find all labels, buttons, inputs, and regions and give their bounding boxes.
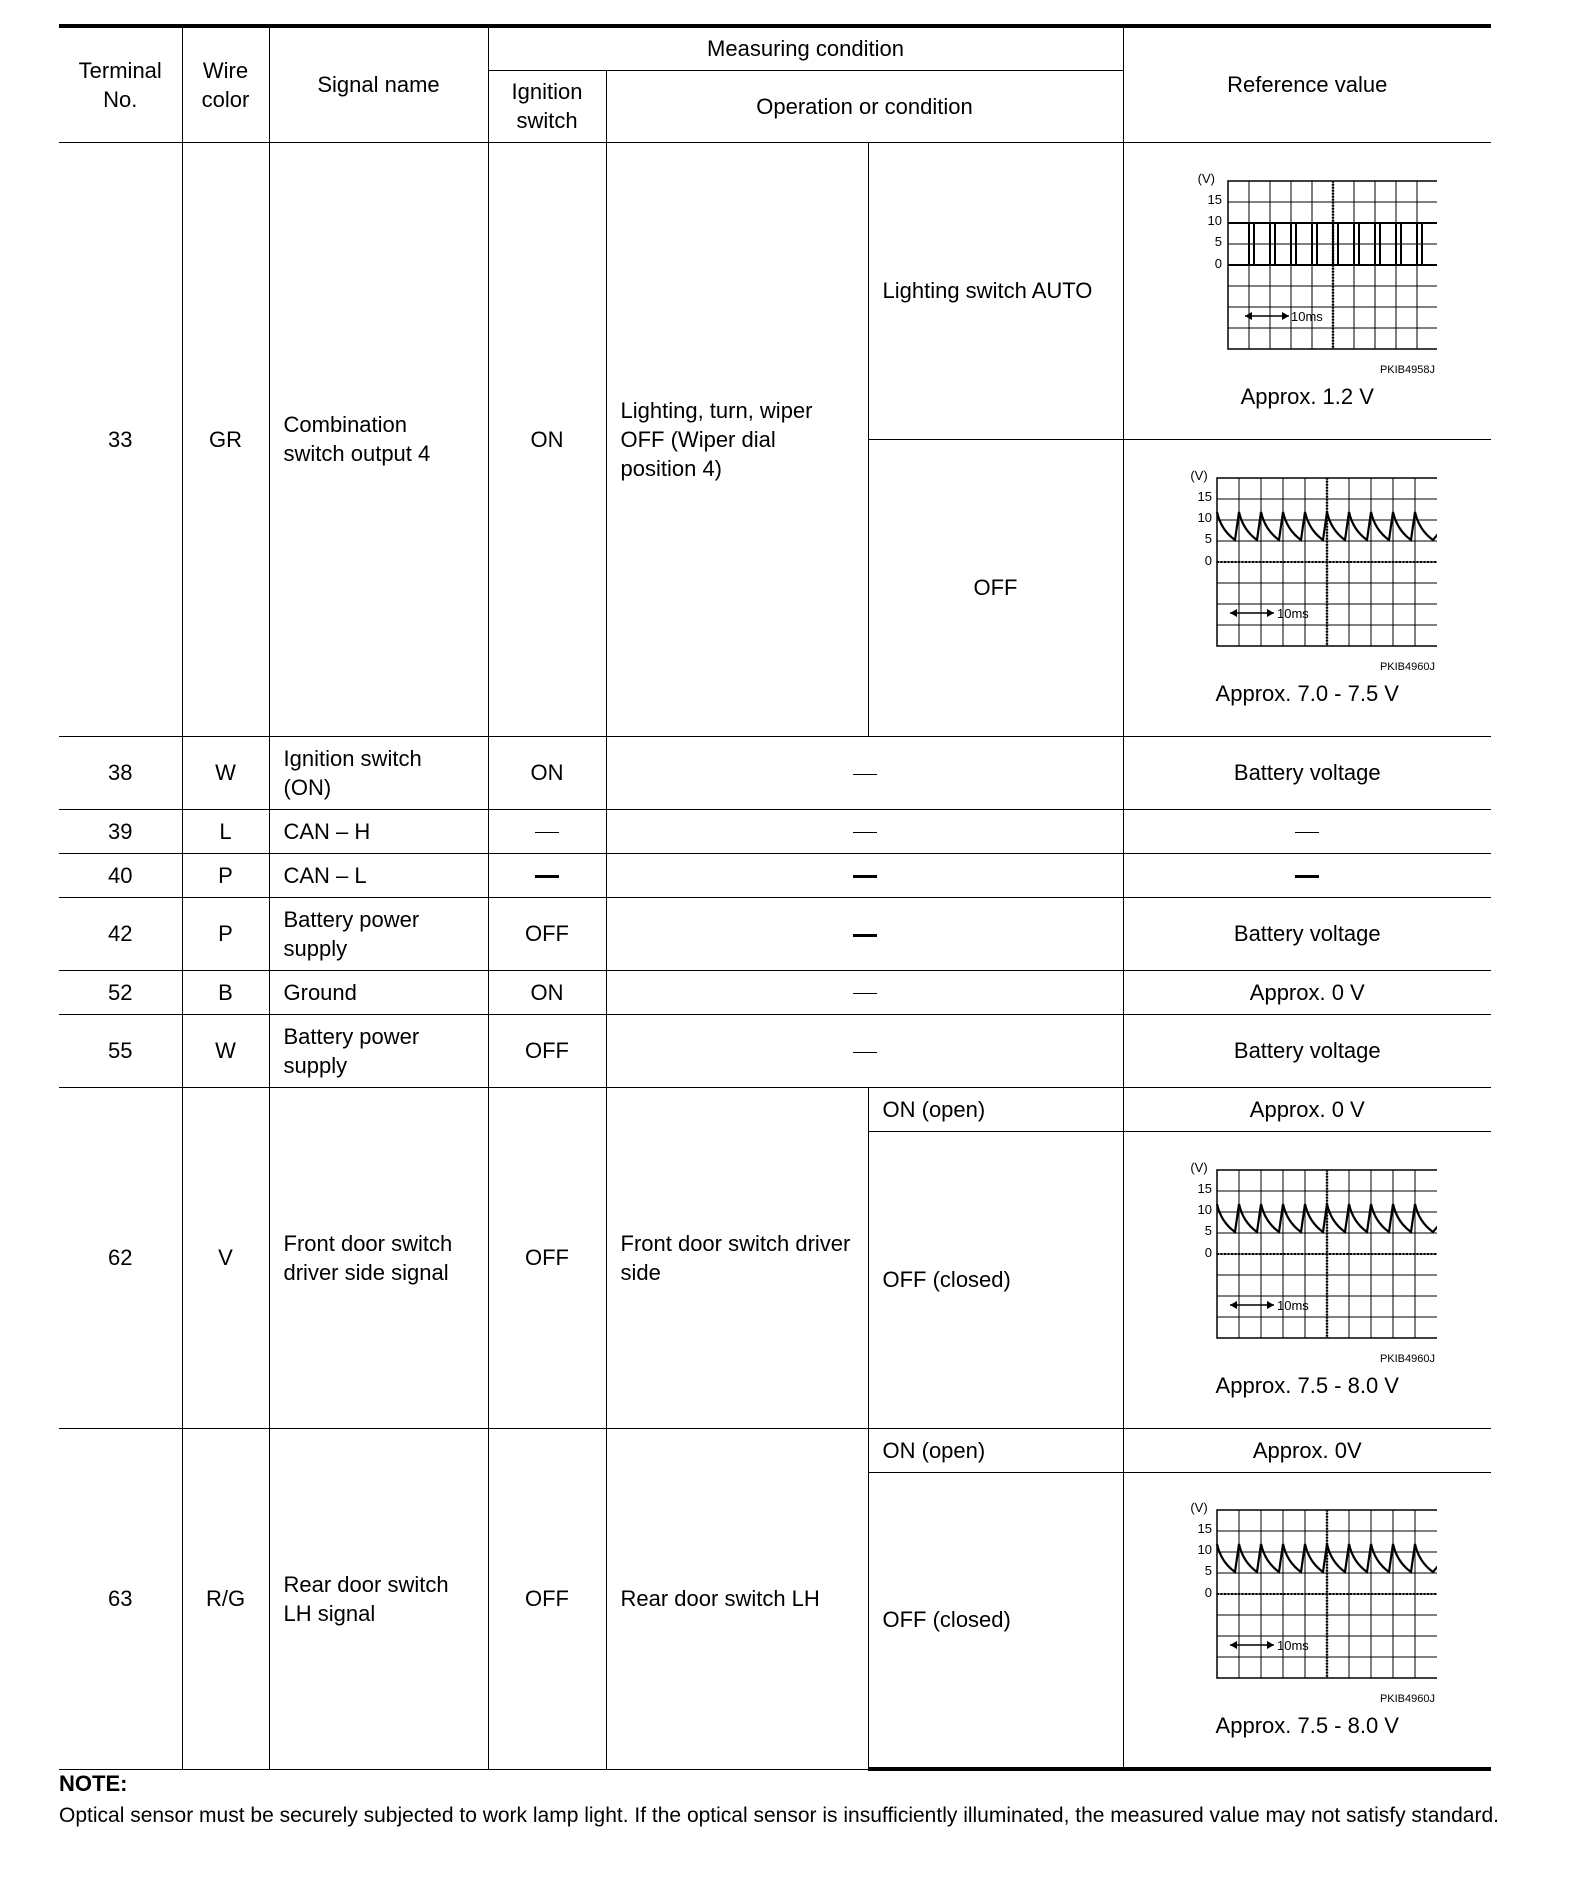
terminal-no: 40 [59,853,182,897]
y-tick: 0 [1215,255,1223,271]
table-row [59,1087,1491,1131]
not-applicable-dash [1295,832,1319,833]
reference-value-cell [1123,1131,1491,1428]
operation-condition [606,853,1123,897]
time-scale-label: 10ms [1277,605,1310,621]
terminal-no: 55 [59,1014,182,1087]
ignition-switch-state [488,853,606,897]
table-row [59,736,1491,809]
waveform-id: PKIB4960J [1380,1692,1436,1705]
wire-color: W [182,1014,269,1087]
y-tick: 15 [1207,191,1223,207]
ignition-switch-state: ON [488,970,606,1014]
note-text: Optical sensor must be securely subjected to work lamp light. If the optical sensor is insufficiently illuminated, the measured value may not satisfy standard. [59,1804,1499,1827]
waveform-unit: (V) [1197,170,1216,186]
ignition-switch-state [488,809,606,853]
y-tick: 5 [1205,1222,1213,1238]
header-reference-value: Reference value [1123,26,1491,142]
reference-value: Approx. 7.5 - 8.0 V [1215,1372,1399,1398]
y-tick: 15 [1197,1180,1213,1196]
signal-name: Combination switch output 4 [269,142,488,736]
wire-color: P [182,853,269,897]
waveform-id: PKIB4960J [1380,1352,1436,1365]
reference-value: Approx. 7.5 - 8.0 V [1215,1712,1399,1738]
y-tick: 10 [1197,509,1213,525]
waveform-square [1177,171,1437,383]
y-tick: 15 [1197,488,1213,504]
waveform-sawtooth [1177,1160,1437,1372]
ignition-switch-state: OFF [488,1014,606,1087]
sub-condition: OFF [868,439,1123,736]
not-applicable-dash [853,832,877,833]
reference-value: Approx. 0 V [1123,1087,1491,1131]
y-tick: 0 [1205,1584,1213,1600]
operation-condition [606,809,1123,853]
waveform-unit: (V) [1190,1499,1208,1515]
wire-color: L [182,809,269,853]
ignition-switch-state: ON [488,736,606,809]
table-row [59,1428,1491,1472]
wire-color: B [182,970,269,1014]
not-applicable-dash [535,875,559,878]
header-measuring-condition: Measuring condition [488,26,1123,70]
sub-condition: ON (open) [868,1087,1123,1131]
not-applicable-dash [853,774,877,775]
table-row [59,809,1491,853]
table-row [59,897,1491,970]
waveform-id: PKIB4960J [1380,660,1436,673]
table-row [59,853,1491,897]
table-row [59,142,1491,439]
sub-condition: OFF (closed) [868,1131,1123,1428]
terminal-no: 52 [59,970,182,1014]
wire-color: W [182,736,269,809]
not-applicable-dash [853,875,877,878]
reference-value-cell [1123,1472,1491,1769]
waveform-unit: (V) [1190,467,1208,483]
time-scale-label: 10ms [1277,1637,1310,1653]
terminal-no: 42 [59,897,182,970]
terminal-no: 38 [59,736,182,809]
signal-name: CAN – H [269,809,488,853]
wire-color: V [182,1087,269,1428]
terminal-no: 63 [59,1428,182,1769]
table-row [59,1014,1491,1087]
operation-condition [606,970,1123,1014]
signal-name: Battery power supply [269,1014,488,1087]
terminal-no: 33 [59,142,182,736]
operation-condition [606,736,1123,809]
time-scale-label: 10ms [1277,1297,1310,1313]
ignition-switch-state: OFF [488,1428,606,1769]
operation-condition: Lighting, turn, wiper OFF (Wiper dial position 4) [606,142,868,736]
sub-condition: Lighting switch AUTO [868,142,1123,439]
time-scale-label: 10ms [1291,308,1324,324]
header-wire-color: Wire color [182,26,269,142]
reference-value: Battery voltage [1123,897,1491,970]
terminal-no: 62 [59,1087,182,1428]
y-tick: 5 [1205,530,1213,546]
wire-color: P [182,897,269,970]
signal-name: CAN – L [269,853,488,897]
y-tick: 0 [1205,552,1213,568]
reference-value: Approx. 7.0 - 7.5 V [1215,680,1399,706]
ignition-switch-state: ON [488,142,606,736]
reference-value-cell [1123,142,1491,439]
waveform-sawtooth [1177,468,1437,680]
not-applicable-dash [853,934,877,937]
operation-condition [606,1014,1123,1087]
header-signal-name: Signal name [269,26,488,142]
reference-value: Approx. 1.2 V [1240,383,1374,409]
note-section [59,1768,1499,1832]
ignition-switch-state: OFF [488,1087,606,1428]
waveform-sawtooth [1177,1500,1437,1712]
header-operation-or-condition: Operation or condition [606,70,1123,142]
y-tick: 10 [1197,1201,1213,1217]
y-tick: 15 [1197,1520,1213,1536]
ignition-switch-state: OFF [488,897,606,970]
reference-value: Approx. 0V [1123,1428,1491,1472]
reference-value [1123,809,1491,853]
wire-color: GR [182,142,269,736]
reference-value [1123,853,1491,897]
operation-condition [606,897,1123,970]
operation-condition: Front door switch driver side [606,1087,868,1428]
signal-name: Battery power supply [269,897,488,970]
signal-name: Rear door switch LH signal [269,1428,488,1769]
not-applicable-dash [1295,875,1319,878]
signal-name: Ignition switch (ON) [269,736,488,809]
not-applicable-dash [853,993,877,994]
y-tick: 5 [1215,233,1223,249]
wire-color: R/G [182,1428,269,1769]
not-applicable-dash [853,1052,877,1053]
y-tick: 10 [1207,212,1223,228]
reference-value: Approx. 0 V [1123,970,1491,1014]
sub-condition: OFF (closed) [868,1472,1123,1769]
y-tick: 5 [1205,1562,1213,1578]
reference-value: Battery voltage [1123,736,1491,809]
y-tick: 10 [1197,1541,1213,1557]
signal-name: Ground [269,970,488,1014]
note-title: NOTE: [59,1771,128,1796]
reference-value-cell [1123,439,1491,736]
waveform-id: PKIB4958J [1380,363,1436,376]
table-row [59,970,1491,1014]
sub-condition: ON (open) [868,1428,1123,1472]
header-ignition-switch: Ignition switch [488,70,606,142]
operation-condition: Rear door switch LH [606,1428,868,1769]
not-applicable-dash [535,832,559,833]
signal-name: Front door switch driver side signal [269,1087,488,1428]
y-tick: 0 [1205,1244,1213,1260]
waveform-unit: (V) [1190,1159,1208,1175]
terminal-reference-table [59,24,1491,1771]
terminal-no: 39 [59,809,182,853]
reference-value: Battery voltage [1123,1014,1491,1087]
header-terminal-no: Terminal No. [59,26,182,142]
